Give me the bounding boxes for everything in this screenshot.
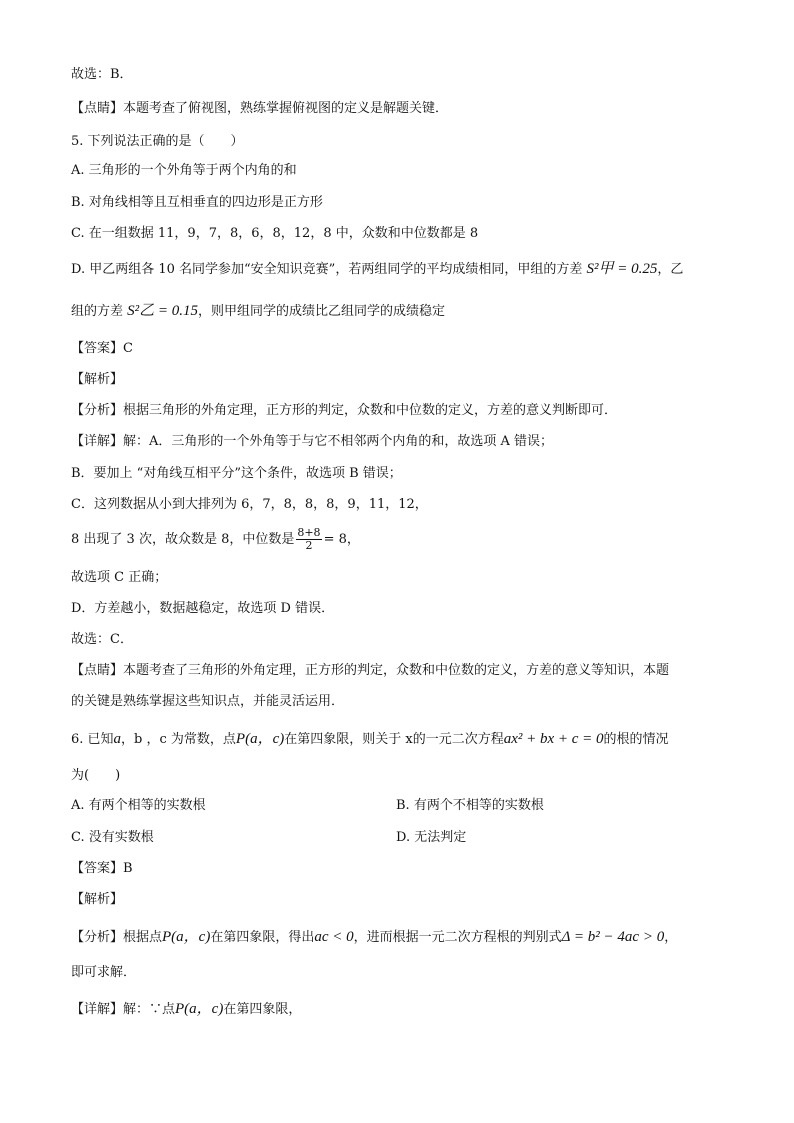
text-line: 【详解】解：A．三角形的一个外角等于与它不相邻两个内角的和，故选项 A 错误； (71, 434, 554, 449)
text: 在第四象限， (223, 1002, 302, 1017)
text-line: 故选：C． (71, 632, 133, 647)
analysis-heading: 【解析】 (71, 372, 124, 387)
text: = 8， (323, 532, 360, 547)
text: 【详解】解：∵点 (71, 1002, 176, 1017)
option-a: A. 三角形的一个外角等于两个内角的和 (71, 163, 297, 178)
fraction-denominator: 2 (305, 539, 313, 552)
text-line: 【分析】根据三角形的外角定理，正方形的判定，众数和中位数的定义，方差的意义判断即可． (71, 403, 618, 418)
text-line: 为( ) (71, 768, 121, 783)
formula: a (113, 731, 122, 747)
fraction (296, 527, 321, 552)
text-line (71, 928, 677, 947)
option-b: B. 有两个不相等的实数根 (396, 798, 544, 813)
formula: S²甲 = 0.25 (586, 261, 658, 277)
option-c: C. 没有实数根 (71, 830, 154, 845)
formula: ac < 0 (314, 929, 354, 945)
text: ，则甲组同学的成绩比乙组同学的成绩稳定 (198, 304, 446, 319)
question-stem (71, 730, 669, 749)
text-line: D．方差越小，数据越稳定，故选项 D 错误． (71, 601, 335, 616)
text-line: B．要加上 “对角线互相平分”这个条件，故选项 B 错误； (71, 466, 402, 481)
option-d-cont (71, 302, 445, 321)
text: 的根的情况 (603, 732, 669, 747)
option-d: D. 无法判定 (396, 830, 467, 845)
answer: 【答案】C (71, 341, 133, 356)
analysis-heading: 【解析】 (71, 892, 124, 907)
formula: S²乙 = 0.15 (127, 303, 199, 319)
text-line: 的关键是熟练掌握这些知识点，并能灵活运用． (71, 694, 345, 709)
text: 【分析】根据点 (71, 930, 163, 945)
text: ，乙 (657, 262, 684, 277)
text-line (71, 1000, 301, 1019)
text: ，b ，c 为常数，点 (121, 732, 236, 747)
text-line: 故选项 C 正确； (71, 570, 168, 585)
text: 8 出现了 3 次，故众数是 8，中位数是 (71, 532, 295, 547)
option-a: A. 有两个相等的实数根 (71, 798, 206, 813)
text: 组的方差 (71, 304, 128, 319)
text-line: 【点睛】本题考查了俯视图，熟练掌握俯视图的定义是解题关键． (71, 101, 449, 116)
option-d (71, 260, 683, 279)
formula: P(a，c) (175, 1001, 224, 1017)
text: ， (664, 930, 678, 945)
formula: P(a，c) (162, 929, 211, 945)
text-line: 【点睛】本题考查了三角形的外角定理，正方形的判定，众数和中位数的定义，方差的意义等知识，本题 (71, 663, 670, 678)
text: 在第四象限，则关于 x的一元二次方程 (284, 732, 504, 747)
text: 在第四象限，得出 (210, 930, 315, 945)
option-c: C. 在一组数据 11，9，7，8，6，8，12，8 中，众数和中位数都是 8 (71, 226, 479, 241)
formula: ax² + bx + c = 0 (503, 731, 604, 747)
text: ，进而根据一元二次方程根的判别式 (353, 930, 562, 945)
option-b: B. 对角线相等且互相垂直的四边形是正方形 (71, 195, 323, 210)
question-stem: 5. 下列说法正确的是（ ） (71, 134, 244, 149)
formula: P(a，c) (235, 731, 285, 747)
text: 6. 已知 (71, 732, 114, 747)
formula: Δ = b² − 4ac > 0 (561, 929, 665, 945)
text-line: 故选：B． (71, 67, 133, 82)
text-line (71, 527, 360, 552)
text-line: C．这列数据从小到大排列为 6，7，8，8，8，9，11，12， (71, 497, 428, 512)
fraction-numerator: 8+8 (297, 526, 321, 539)
text: D. 甲乙两组各 10 名同学参加“安全知识竞赛”，若两组同学的平均成绩相同，甲组的方差 (71, 262, 587, 277)
text-line: 即可求解． (71, 965, 137, 980)
answer: 【答案】B (71, 861, 133, 876)
